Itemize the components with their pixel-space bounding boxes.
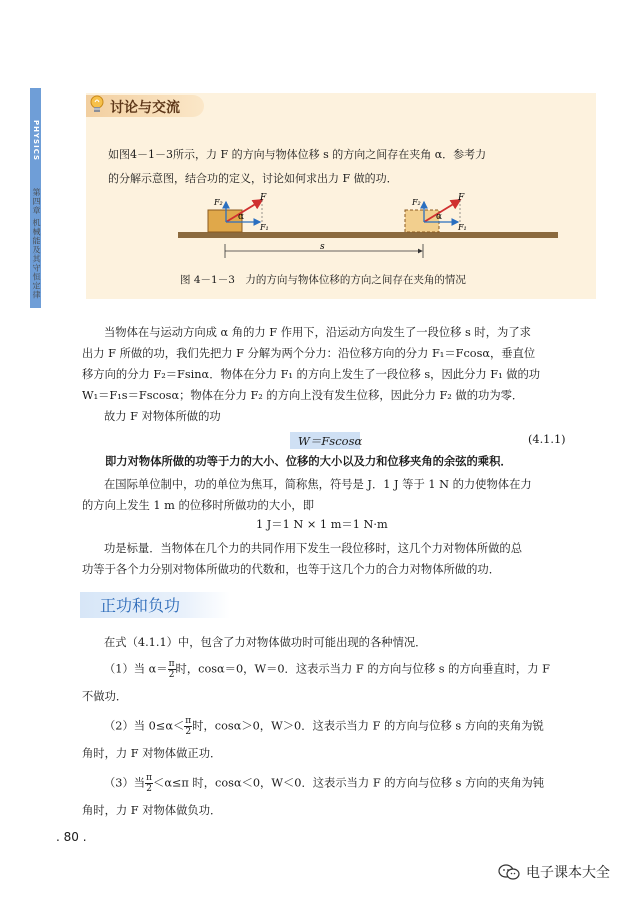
label-alpha-2: α	[436, 212, 443, 222]
paragraph-3-line-2: 的方向上发生 1 m 的位移时所做功的大小，即	[82, 499, 315, 512]
label-f-1: F	[260, 193, 267, 203]
label-alpha-1: α	[238, 212, 245, 222]
case-2-suffix: 时，cosα＞0，W＞0．这表示当力 F 的方向与位移 s 方向的夹角为锐	[192, 719, 544, 733]
wechat-icon	[498, 863, 520, 881]
section-intro: 在式（4.1.1）中，包含了力对物体做功时可能出现的各种情况．	[104, 636, 427, 649]
pi-over-2-fraction: $\frac{\pi}{2}$	[168, 659, 175, 680]
ground-surface	[178, 232, 558, 238]
case-1-line-2: 不做功．	[82, 690, 128, 703]
case-3-prefix: （3）当	[104, 776, 146, 790]
discussion-header	[86, 93, 206, 119]
paragraph-3-line-1: 在国际单位制中，功的单位为焦耳，简称焦，符号是 J．1 J 等于 1 N 的力使物体在力	[104, 478, 532, 491]
label-f1-1: F₁	[260, 223, 269, 232]
pi-over-2-fraction: $\frac{\pi}{2}$	[185, 716, 192, 737]
case-2-prefix: （2）当 0≤α＜	[104, 719, 185, 733]
watermark-brand: 电子课本大全	[526, 865, 610, 881]
discussion-title: 讨论与交流	[110, 100, 180, 116]
formula-number: (4.1.1)	[528, 433, 566, 446]
paragraph-unit-definition	[82, 474, 592, 516]
work-definition-statement: 即力对物体所做的功等于力的大小、位移的大小以及力和位移夹角的余弦的乘积．	[105, 455, 512, 468]
section-title: 正功和负功	[100, 596, 181, 615]
figure-caption: 图 4－1－3 力的方向与物体位移的方向之间存在夹角的情况	[180, 274, 466, 286]
paragraph-1-line-1: 当物体在与运动方向成 α 角的力 F 作用下，沿运动方向发生了一段位移 s 时，为了求	[104, 326, 531, 339]
sidebar-physics-label: PHYSICS	[32, 120, 40, 162]
paragraph-1-line-2: 出力 F 所做的功，我们先把力 F 分解为两个分力：沿位移方向的分力 F₁＝Fcosα，垂直位	[82, 347, 536, 360]
paragraph-2: 故力 F 对物体所做的功	[104, 410, 221, 423]
label-f2-1: F₂	[214, 198, 223, 207]
case-3-suffix: ＜α≤π 时，cosα＜0，W＜0．这表示当力 F 的方向与位移 s 方向的夹角为钝	[153, 776, 545, 790]
block-end	[405, 210, 439, 232]
discussion-text	[108, 143, 578, 191]
case-2-line-2: 角时，力 F 对物体做正功．	[82, 747, 222, 760]
paragraph-4-line-1: 功是标量．当物体在几个力的共同作用下发生一段位移时，这几个力对物体所做的总	[104, 542, 522, 555]
case-3-line-2: 角时，力 F 对物体做负功．	[82, 804, 222, 817]
paragraph-4-line-2: 功等于各个力分别对物体所做功的代数和，也等于这几个力的合力对物体所做的功．	[82, 563, 500, 576]
case-1-line-1	[104, 659, 550, 680]
unit-equation: 1 J＝1 N × 1 m＝1 N·m	[256, 518, 388, 531]
case-1-prefix: （1）当 α＝	[104, 662, 168, 676]
case-3-line-1	[104, 773, 544, 794]
discussion-text-line-1: 如图4－1－3所示，力 F 的方向与物体位移 s 的方向之间存在夹角 α．参考力	[108, 148, 487, 161]
label-s: s	[320, 242, 325, 252]
sidebar-chapter-label: 第四章 机械能及其守恒定律	[32, 188, 41, 300]
discussion-text-line-2: 的分解示意图，结合功的定义，讨论如何求出力 F 做的功．	[108, 172, 398, 185]
label-f1-2: F₁	[458, 223, 467, 232]
case-2-line-1	[104, 716, 544, 737]
force-decomposition-figure	[178, 190, 558, 270]
page-number: . 80 .	[56, 830, 87, 844]
pi-over-2-fraction: $\frac{\pi}{2}$	[146, 773, 153, 794]
paragraph-1-line-3: 移方向的分力 F₂＝Fsinα．物体在分力 F₁ 的方向上发生了一段位移 s，因此分力 F₁ 做的功	[82, 368, 541, 381]
paragraph-force-decomposition	[82, 322, 592, 427]
label-f2-2: F₂	[412, 198, 421, 207]
label-f-2: F	[458, 193, 465, 203]
case-1-suffix: 时，cosα＝0，W＝0．这表示当力 F 的方向与位移 s 的方向垂直时，力 F	[175, 662, 550, 676]
lightbulb-icon	[89, 95, 105, 115]
work-formula: W＝Fscosα	[298, 434, 363, 448]
block-start	[208, 210, 245, 232]
paragraph-1-line-4: W₁＝F₁s＝Fscosα；物体在分力 F₂ 的方向上没有发生位移，因此分力 F₂ 做的功为零．	[82, 389, 524, 402]
paragraph-scalar	[82, 538, 592, 580]
